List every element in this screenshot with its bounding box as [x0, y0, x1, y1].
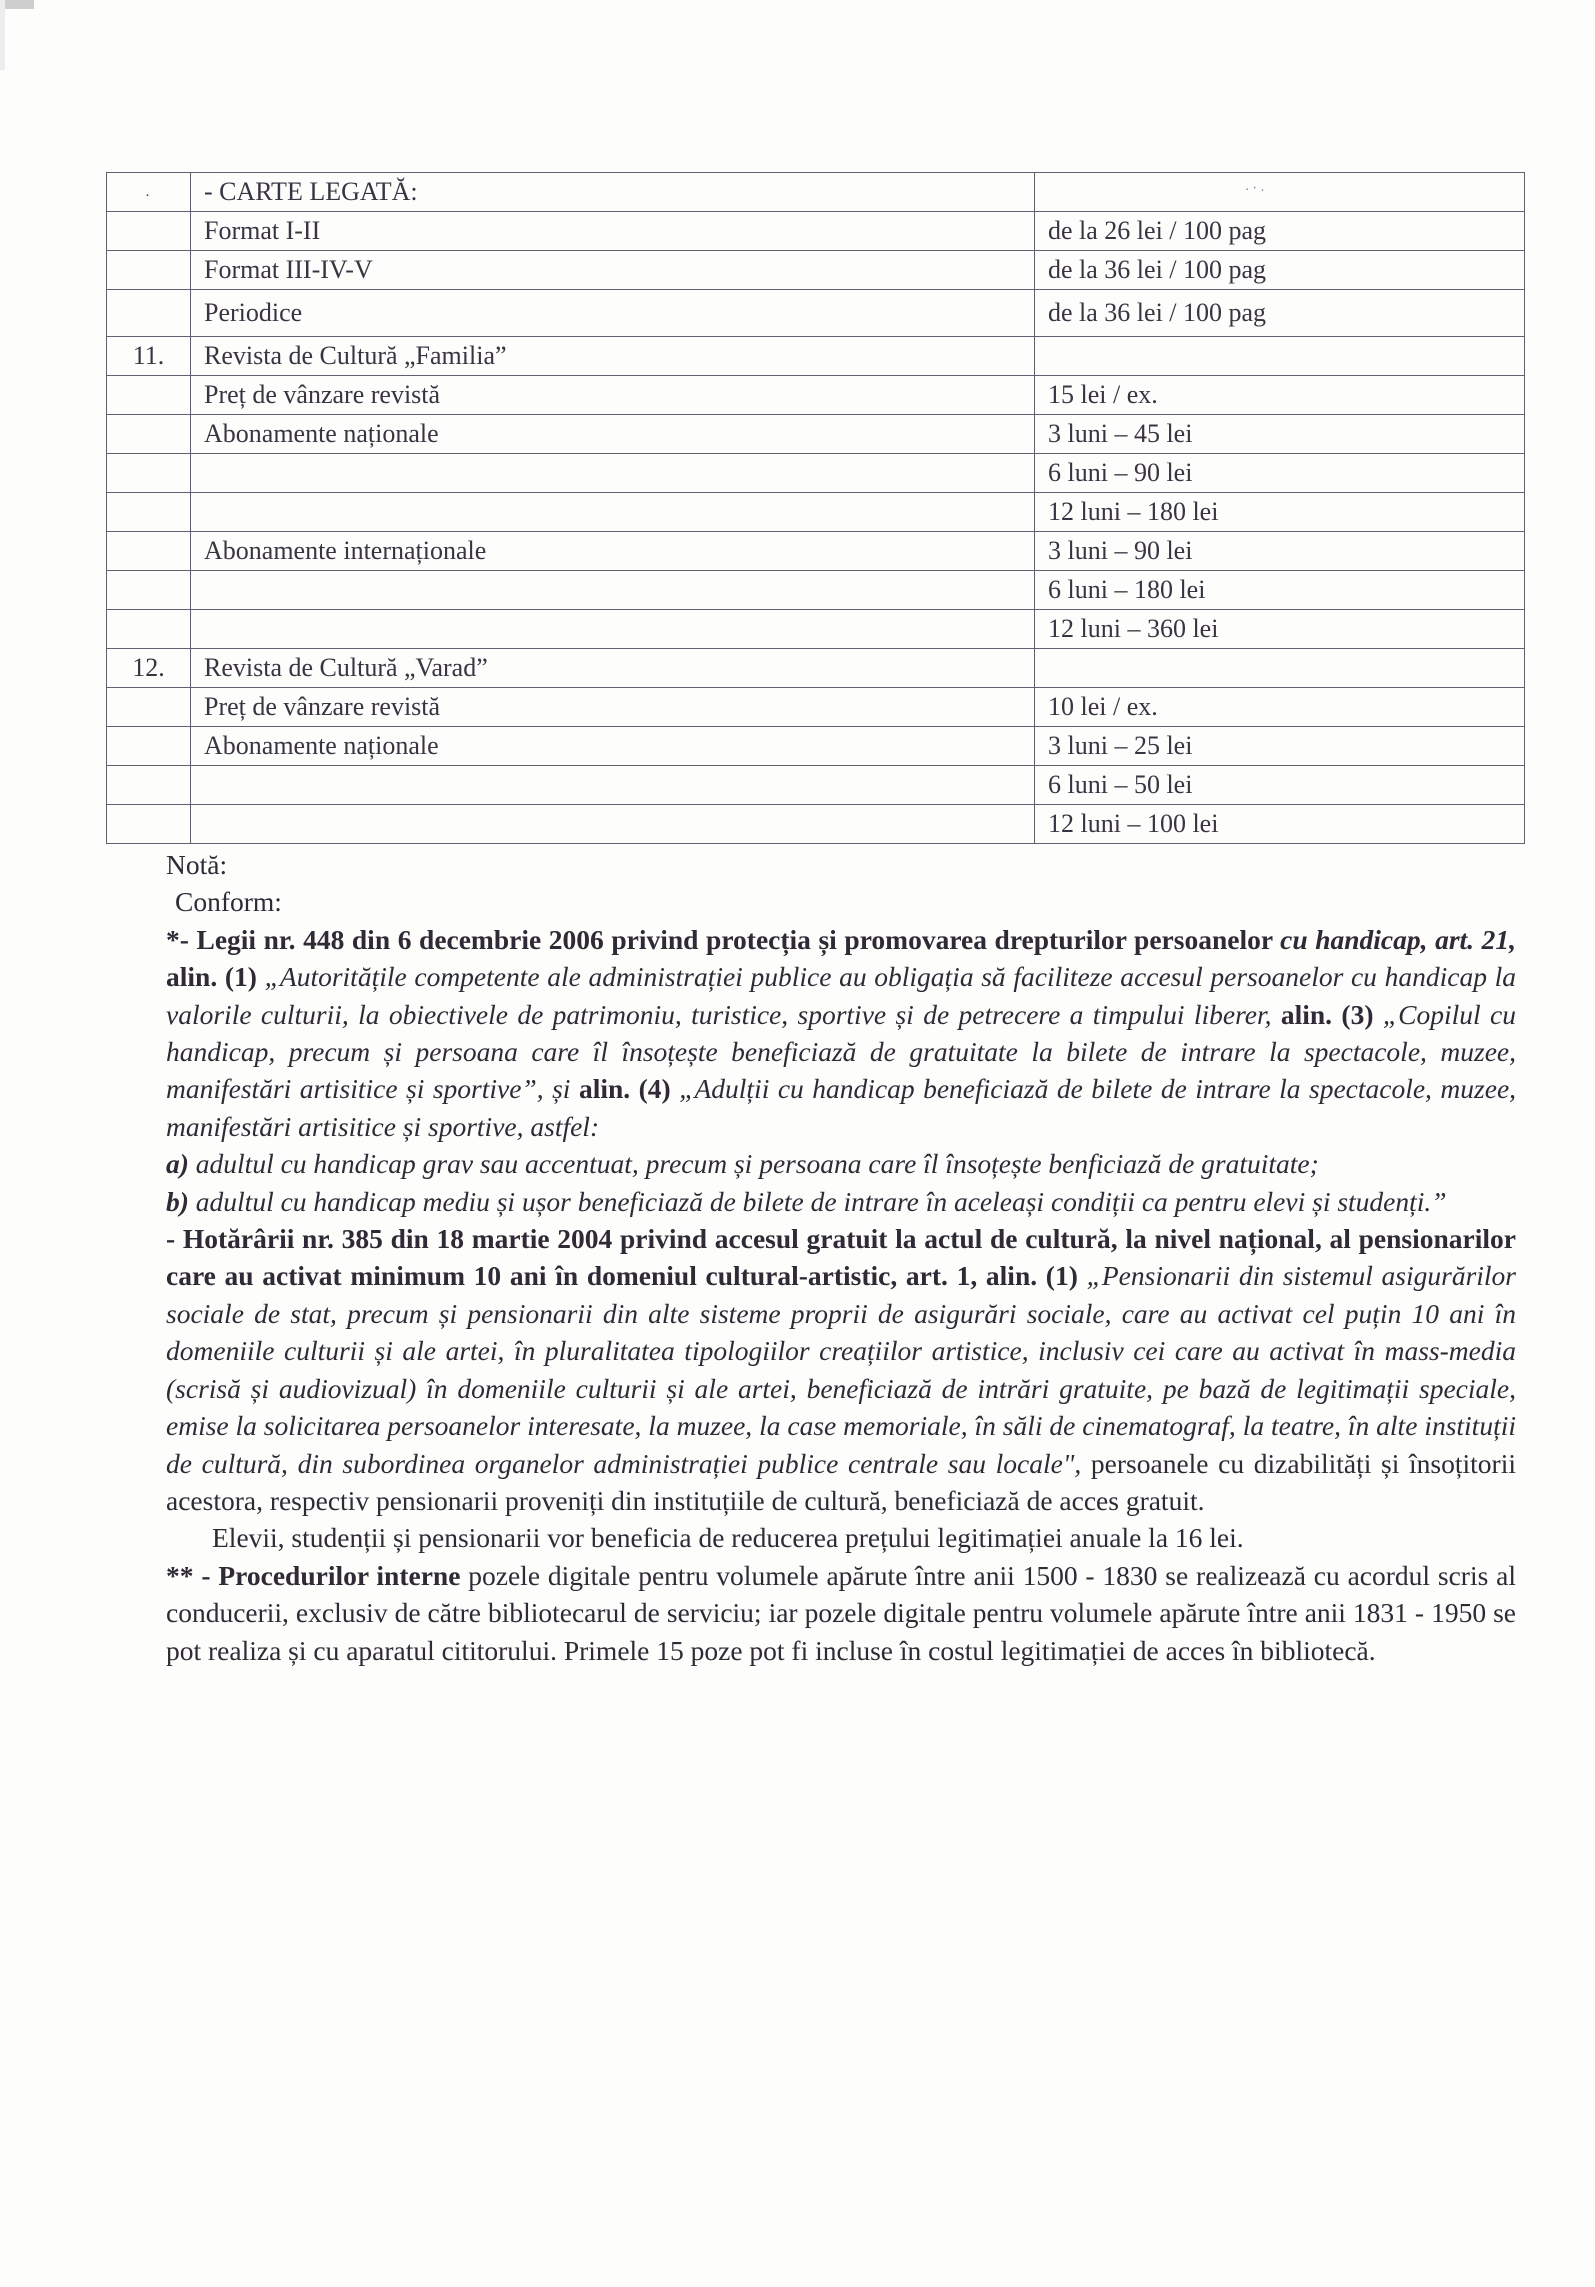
table-row: [107, 251, 1525, 290]
scan-speck: ··.: [1243, 178, 1269, 199]
cell-label: Revista de Cultură „Varad”: [191, 649, 1035, 688]
cell-value: [1035, 649, 1525, 688]
table-row: [107, 415, 1525, 454]
cell-label: [191, 454, 1035, 493]
scan-edge-strip: [0, 0, 5, 70]
table-row: [107, 649, 1525, 688]
table-row: [107, 610, 1525, 649]
cell-value: 15 lei / ex.: [1035, 376, 1525, 415]
text-run: cu handicap, art. 21,: [1280, 923, 1517, 955]
cell-value: de la 36 lei / 100 pag: [1035, 290, 1525, 337]
cell-value: 3 luni – 90 lei: [1035, 532, 1525, 571]
scan-edge-artifact: [0, 0, 34, 9]
cell-value: [1035, 337, 1525, 376]
cell-label: Revista de Cultură „Familia”: [191, 337, 1035, 376]
note-title: Notă:: [166, 849, 228, 880]
table-row: [107, 493, 1525, 532]
cell-num: [107, 766, 191, 805]
text-run: adultul cu handicap mediu și ușor beneficiază de bilete de intrare în aceleași condiții ca pentru elevi și studenți.”: [195, 1185, 1447, 1217]
note-conform: Conform:: [175, 886, 282, 918]
text-run: „Pensionarii din sistemul asigurărilor sociale de stat, precum și pensionarii din alte sisteme proprii de asigurări sociale, care au activat cel puțin 10 ani în domeniile culturii și ale artei, în pluralitatea tipologiilor creațiilor artistice, inclusiv cei care au activat în mass-media (scrisă și audiovizual) în domeniile culturii și ale artei, beneficiază de intrări gratuite, pe bază de legitimații speciale, emise la solicitarea persoanelor interesate, la muzee, la case memoriale, în săli de cinematograf, la teatre, în alte instituții de cultură, din subordinea organelor administrației publice centrale sau locale",: [166, 1260, 1517, 1479]
cell-label: [191, 805, 1035, 844]
cell-num: 11.: [107, 337, 191, 376]
paragraph-item-b: [166, 1183, 1516, 1220]
text-run: alin. (3): [1280, 998, 1383, 1030]
table-row: [107, 688, 1525, 727]
cell-label: Format I-II: [191, 212, 1035, 251]
text-run: „Adulții cu handicap beneficiază de bilete de intrare la spectacole, muzee, manifestări artisitice și sportive, astfel:: [166, 1073, 1517, 1142]
paragraph-law-448: [166, 921, 1516, 1145]
text-run: b): [166, 1185, 196, 1217]
cell-label: [191, 493, 1035, 532]
cell-value: de la 26 lei / 100 pag: [1035, 212, 1525, 251]
cell-value: 12 luni – 100 lei: [1035, 805, 1525, 844]
cell-num: [107, 376, 191, 415]
cell-num: [107, 415, 191, 454]
cell-value: 6 luni – 50 lei: [1035, 766, 1525, 805]
cell-label: Abonamente naționale: [191, 727, 1035, 766]
cell-value: 3 luni – 45 lei: [1035, 415, 1525, 454]
text-run: „Autoritățile competente ale administrației publice au obligația să faciliteze accesul persoanelor cu handicap la valorile culturii, la obiectivele de patrimoniu, turistice, sportive și de petrecere a timpului liberer,: [166, 961, 1516, 1030]
text-run: „Copilul cu handicap, precum și persoana care îl însoțește beneficiază de gratuitate la bilete de intrare la spectacole, muzee, manifestări artisitice și sportive”, și: [166, 998, 1517, 1105]
cell-num: [107, 532, 191, 571]
cell-value: de la 36 lei / 100 pag: [1035, 251, 1525, 290]
cell-label: Abonamente naționale: [191, 415, 1035, 454]
price-table: [106, 172, 1525, 844]
table-row: [107, 571, 1525, 610]
cell-value: 12 luni – 360 lei: [1035, 610, 1525, 649]
table-row: [107, 290, 1525, 337]
cell-label: [191, 571, 1035, 610]
cell-num: [107, 212, 191, 251]
cell-num: .: [107, 173, 191, 212]
cell-value: 12 luni – 180 lei: [1035, 493, 1525, 532]
cell-label: Abonamente internaționale: [191, 532, 1035, 571]
cell-label: Format III-IV-V: [191, 251, 1035, 290]
cell-label: [191, 766, 1035, 805]
cell-label: Preț de vânzare revistă: [191, 376, 1035, 415]
cell-label: - CARTE LEGATĂ:: [191, 173, 1035, 212]
paragraph-law-385: [166, 1220, 1516, 1519]
cell-value: 6 luni – 90 lei: [1035, 454, 1525, 493]
table-row: [107, 376, 1525, 415]
text-run: persoanele cu dizabilități și însoțitorii acestora, respectiv pensionarii proveniți din instituțiile de cultură, beneficiază de acces gratuit.: [166, 1447, 1516, 1516]
text-run: alin. (1): [166, 961, 265, 993]
table-row: [107, 454, 1525, 493]
table-row: [107, 212, 1525, 251]
cell-num: [107, 290, 191, 337]
text-run: *- Legii nr. 448 din 6 decembrie 2006 privind protecția și promovarea drepturilor persoanelor: [166, 923, 1281, 955]
cell-value: 6 luni – 180 lei: [1035, 571, 1525, 610]
text-run: adultul cu handicap grav sau accentuat, precum și persoana care îl însoțește benficiază de gratuitate;: [195, 1148, 1319, 1180]
cell-num: [107, 251, 191, 290]
table-row: [107, 337, 1525, 376]
table-row: [107, 805, 1525, 844]
table-row: [107, 766, 1525, 805]
cell-value: 3 luni – 25 lei: [1035, 727, 1525, 766]
cell-num: [107, 688, 191, 727]
notes-section: [166, 846, 1516, 1669]
cell-value: 10 lei / ex.: [1035, 688, 1525, 727]
paragraph-elevii: Elevii, studenții și pensionarii vor beneficia de reducerea prețului legitimației anuale la 16 lei.: [212, 1522, 1244, 1554]
cell-num: [107, 610, 191, 649]
text-run: - Hotărârii nr. 385 din 18 martie 2004 privind accesul gratuit la actul de cultură, la nivel național, al pensionarilor care au activat minimum 10 ani în domeniul cultural-artistic, art. 1, alin. (1): [166, 1223, 1516, 1292]
paragraph-proceduri: [166, 1557, 1516, 1669]
cell-label: Periodice: [191, 290, 1035, 337]
text-run: alin. (4): [578, 1073, 680, 1105]
cell-num: [107, 727, 191, 766]
cell-num: [107, 571, 191, 610]
cell-label: Preț de vânzare revistă: [191, 688, 1035, 727]
table-row: [107, 173, 1525, 212]
cell-label: [191, 610, 1035, 649]
table-row: [107, 727, 1525, 766]
cell-num: [107, 493, 191, 532]
cell-num: 12.: [107, 649, 191, 688]
paragraph-item-a: [166, 1145, 1516, 1182]
cell-num: [107, 454, 191, 493]
cell-value: [1035, 173, 1525, 212]
table-row: [107, 532, 1525, 571]
text-run: pozele digitale pentru volumele apărute între anii 1500 - 1830 se realizează cu acordul scris al conducerii, exclusiv de către bibliotecarul de serviciu; iar pozele digitale pentru volumele apărute între anii 1831 - 1950 se pot realiza și cu aparatul cititorului. Primele 15 poze pot fi incluse în costul legitimației de acces în bibliotecă.: [166, 1559, 1516, 1666]
text-run: a): [166, 1148, 196, 1180]
cell-num: [107, 805, 191, 844]
text-run: ** - Procedurilor interne: [166, 1559, 469, 1591]
